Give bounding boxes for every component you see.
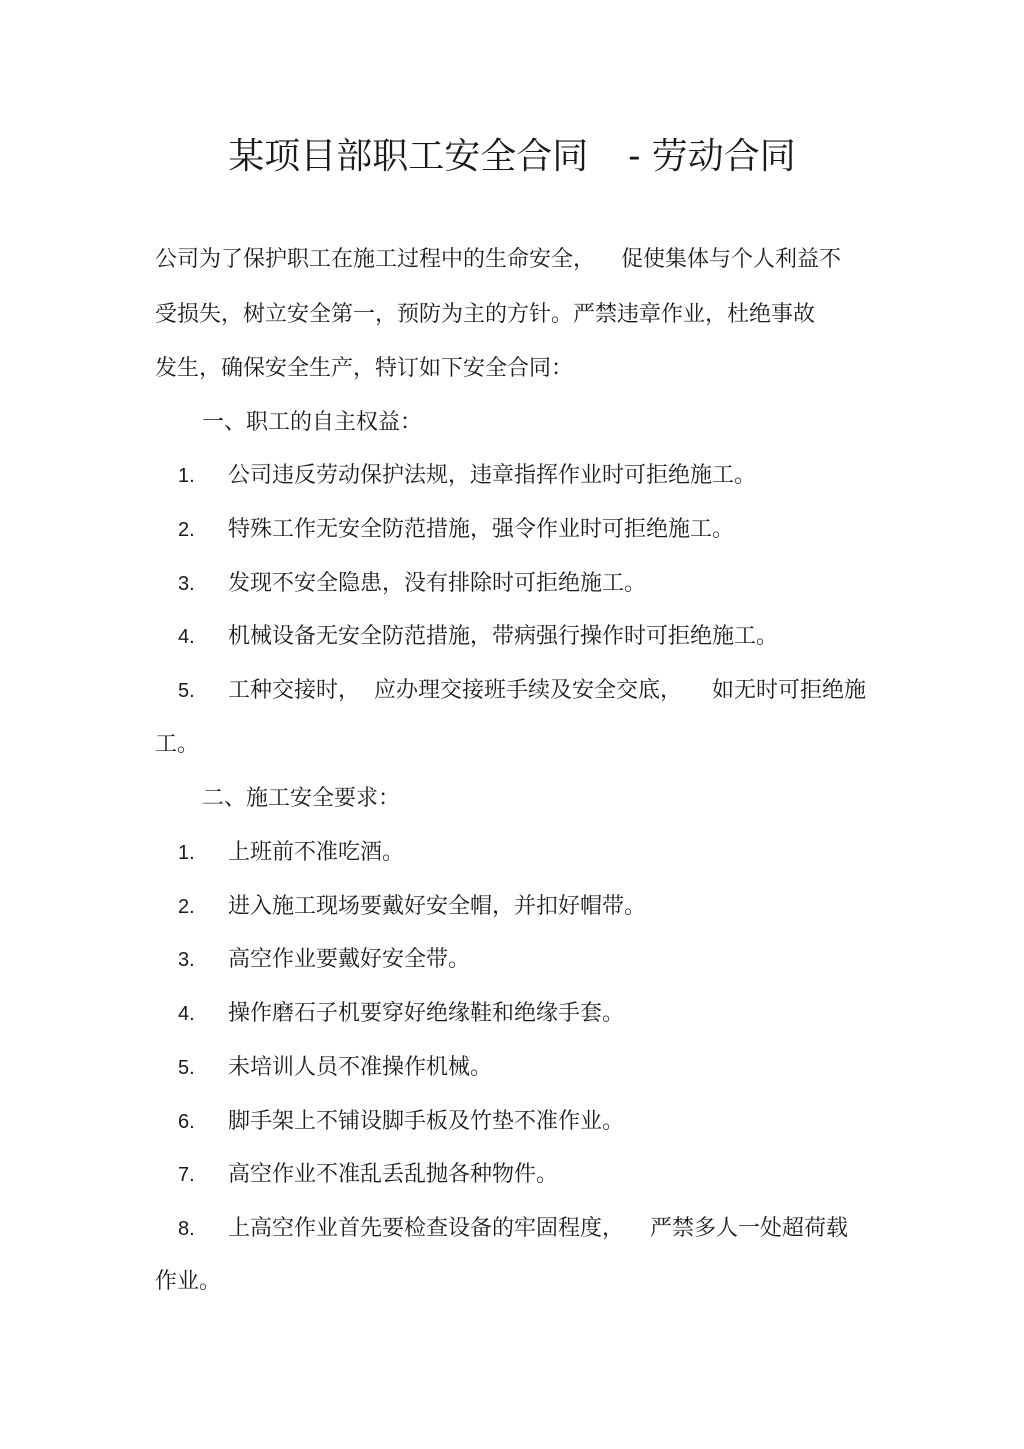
list-item-number: 5.	[178, 1057, 195, 1079]
list-item-text: 公司违反劳动保护法规，违章指挥作业时可拒绝施工。	[228, 463, 757, 488]
list-item-number: 6.	[178, 1111, 195, 1133]
list-item	[178, 999, 624, 1029]
list-item-continuation: 作业。	[155, 1269, 222, 1294]
list-item-text: 脚手架上不铺设脚手板及竹垫不准作业。	[228, 1109, 625, 1134]
section-2-heading: 二、施工安全要求：	[202, 786, 401, 811]
list-item-number: 7.	[178, 1164, 195, 1186]
list-item-number: 1.	[178, 465, 195, 487]
list-item-continuation: 工。	[155, 732, 200, 757]
list-item-number: 3.	[178, 949, 195, 971]
page-title	[0, 128, 1024, 179]
list-item	[178, 676, 866, 706]
list-item-number: 5.	[178, 680, 195, 702]
list-item	[178, 945, 470, 975]
list-item	[178, 838, 404, 868]
list-item-text-part-b: 严禁多人一处超荷载	[650, 1216, 849, 1241]
list-item	[178, 1160, 558, 1190]
list-item	[178, 1053, 492, 1083]
list-item-text: 进入施工现场要戴好安全帽，并扣好帽带。	[228, 894, 647, 919]
intro-line-1	[155, 245, 841, 275]
list-item-text: 机械设备无安全防范措施，带病强行操作时可拒绝施工。	[228, 624, 779, 649]
list-item-text: 未培训人员不准操作机械。	[228, 1055, 493, 1080]
list-item-text: 上班前不准吃酒。	[228, 840, 405, 865]
intro-line-1-part-b: 促使集体与个人利益不	[621, 247, 842, 272]
intro-line-3: 发生，确保安全生产，特订如下安全合同：	[155, 356, 574, 381]
list-item	[178, 1107, 624, 1137]
list-item-text: 特殊工作无安全防范措施，强令作业时可拒绝施工。	[228, 517, 735, 542]
section-1-heading: 一、职工的自主权益：	[202, 410, 423, 435]
list-item-number: 1.	[178, 842, 195, 864]
list-item-text-part-c: 如无时可拒绝施	[712, 678, 867, 703]
title-suffix: - 劳动合同	[628, 136, 796, 177]
list-item-text: 高空作业不准乱丢乱抛各种物件。	[228, 1162, 559, 1187]
list-item	[178, 461, 756, 491]
list-item-number: 2.	[178, 896, 195, 918]
list-item	[178, 1214, 848, 1244]
list-item-text: 高空作业要戴好安全带。	[228, 947, 471, 972]
list-item	[178, 515, 734, 545]
list-item-text-part-a: 上高空作业首先要检查设备的牢固程度，	[228, 1216, 625, 1241]
list-item	[178, 569, 646, 599]
list-item-number: 8.	[178, 1218, 195, 1240]
list-item-number: 3.	[178, 573, 195, 595]
list-item	[178, 622, 778, 652]
list-item-text: 操作磨石子机要穿好绝缘鞋和绝缘手套。	[228, 1001, 625, 1026]
list-item-number: 4.	[178, 1003, 195, 1025]
list-item-text: 发现不安全隐患，没有排除时可拒绝施工。	[228, 571, 647, 596]
intro-line-2: 受损失，树立安全第一，预防为主的方针。严禁违章作业，杜绝事故	[155, 302, 816, 327]
list-item	[178, 892, 646, 922]
title-main: 某项目部职工安全合同	[228, 136, 589, 177]
list-item-number: 4.	[178, 626, 195, 648]
intro-line-1-part-a: 公司为了保护职工在施工过程中的生命安全，	[155, 247, 596, 272]
list-item-number: 2.	[178, 519, 195, 541]
list-item-text-part-a: 工种交接时，	[228, 678, 361, 703]
list-item-text-part-b: 应办理交接班手续及安全交底，	[374, 678, 683, 703]
